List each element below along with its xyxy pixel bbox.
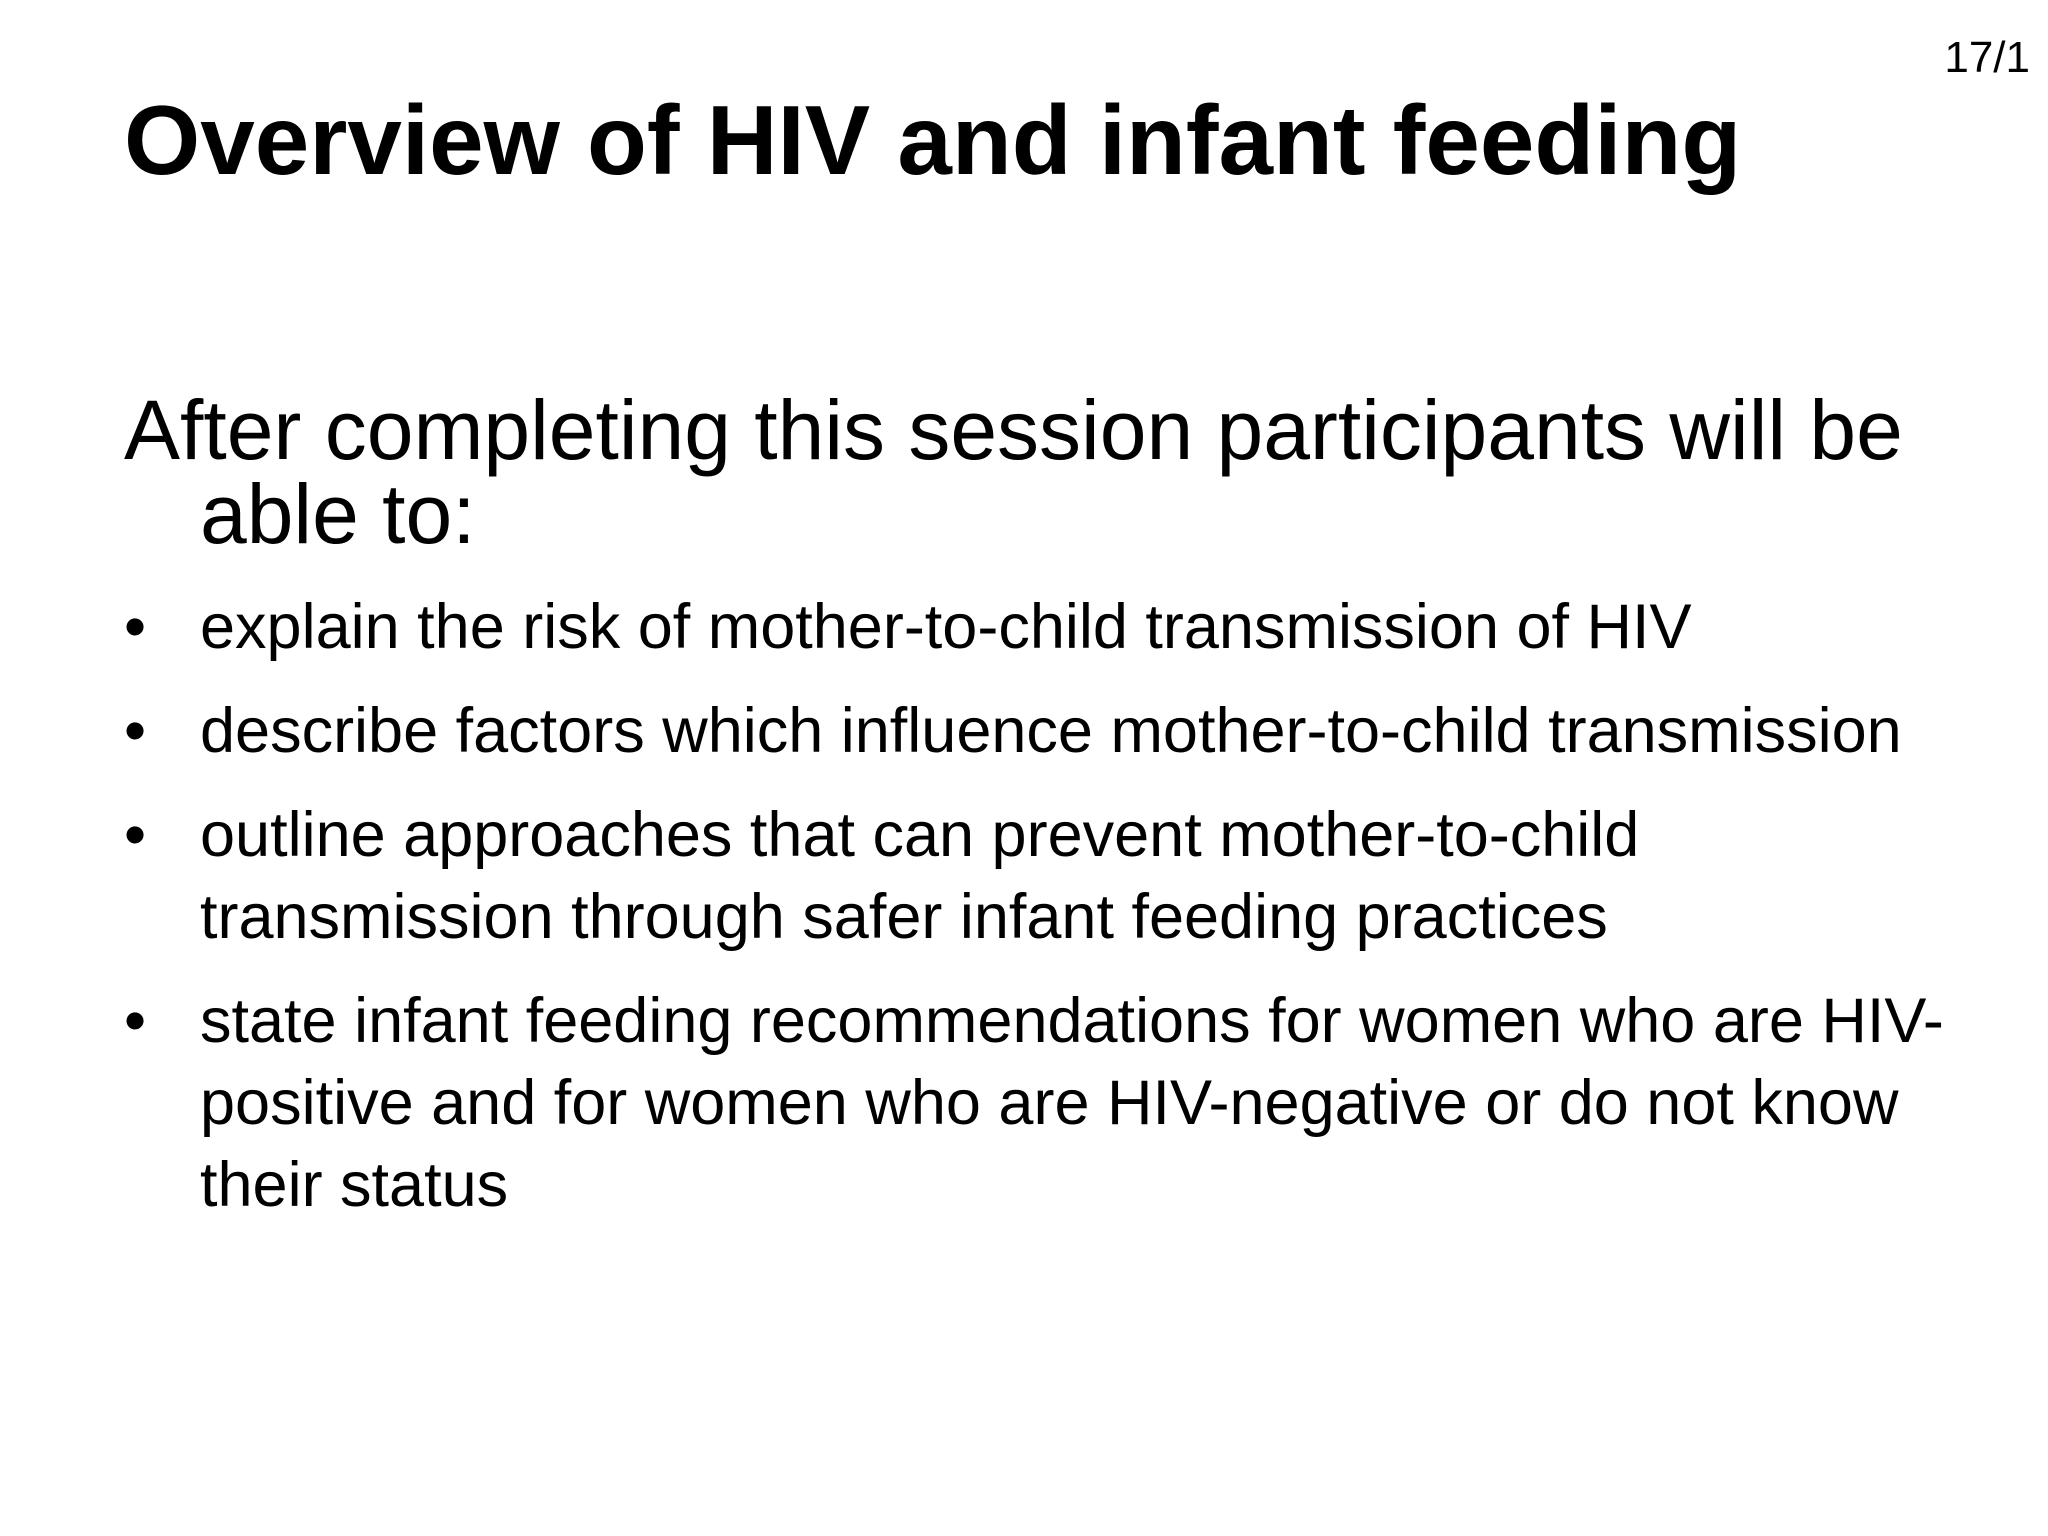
slide-body — [124, 383, 1984, 1248]
bullet-icon: • — [124, 696, 147, 766]
objective-text: outline approaches that can prevent mother-to-child transmission through safer infant feeding practices — [200, 800, 1640, 952]
objective-item — [124, 794, 1984, 958]
objective-text: explain the risk of mother-to-child transmission of HIV — [200, 592, 1692, 662]
bullet-icon: • — [124, 986, 147, 1056]
slide-title: Overview of HIV and infant feeding — [124, 85, 1742, 195]
objective-item — [124, 586, 1984, 668]
objective-text: state infant feeding recommendations for women who are HIV-positive and for women who are HIV-negative or do not know their status — [200, 986, 1944, 1220]
objectives-list — [124, 586, 1984, 1226]
objective-item — [124, 690, 1984, 772]
objective-text: describe factors which influence mother-to-child transmission — [200, 696, 1902, 766]
objective-item — [124, 980, 1984, 1226]
slide-number: 17/1 — [1944, 33, 2030, 82]
bullet-icon: • — [124, 592, 147, 662]
bullet-icon: • — [124, 800, 147, 870]
intro-text: After completing this session participants will be able to: — [124, 383, 1903, 561]
